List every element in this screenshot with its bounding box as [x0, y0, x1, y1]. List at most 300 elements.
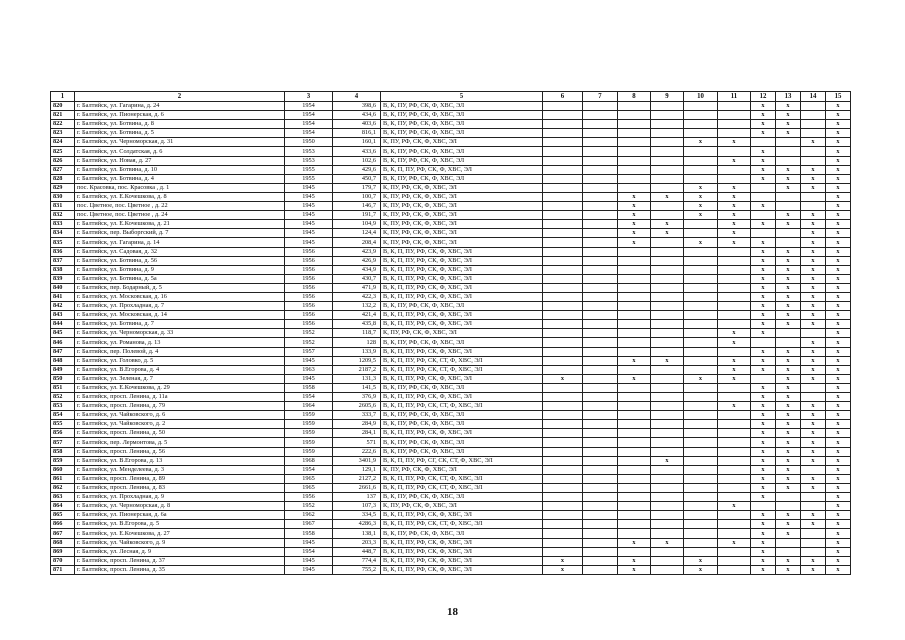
mark-cell-11: x [718, 156, 751, 165]
year-cell: 1945 [285, 238, 333, 247]
row-number: 838 [51, 265, 75, 274]
mark-cell-13: x [776, 292, 801, 301]
mark-cell-8 [618, 393, 651, 402]
year-cell: 1956 [285, 247, 333, 256]
address-cell: г. Балтийск, ул. Лесная, д. 9 [75, 547, 285, 556]
mark-cell-9: x [651, 192, 684, 201]
mark-cell-6 [543, 465, 583, 474]
table-row [51, 338, 851, 347]
mark-cell-8: x [618, 202, 651, 211]
area-cell: 433,6 [333, 147, 381, 156]
row-number: 820 [51, 102, 75, 111]
elements-cell: В, К, П, ПУ, РФ, СК, Ф, ХВС, ЭЛ [381, 347, 543, 356]
mark-cell-10 [684, 347, 718, 356]
mark-cell-11: x [718, 192, 751, 201]
year-cell: 1952 [285, 502, 333, 511]
mark-cell-14 [801, 465, 826, 474]
mark-cell-14: x [801, 429, 826, 438]
mark-cell-9: x [651, 456, 684, 465]
address-cell: г. Балтийск, просп. Ленина, д. 11а [75, 393, 285, 402]
mark-cell-15: x [826, 320, 851, 329]
elements-cell: К, ПУ, РФ, СК, Ф, ХВС, ЭЛ [381, 329, 543, 338]
table-row [51, 447, 851, 456]
mark-cell-15: x [826, 302, 851, 311]
mark-cell-7 [583, 338, 618, 347]
year-cell: 1945 [285, 183, 333, 192]
address-cell: г. Балтийск, ул. Прохладная, д. 7 [75, 302, 285, 311]
address-cell: г. Балтийск, ул. Гагарина, д. 14 [75, 238, 285, 247]
mark-cell-8 [618, 329, 651, 338]
address-cell: г. Балтийск, ул. Московская, д. 14 [75, 311, 285, 320]
address-cell: г. Балтийск, ул. Ботвина, д. 10 [75, 165, 285, 174]
mark-cell-10 [684, 402, 718, 411]
mark-cell-8: x [618, 356, 651, 365]
area-cell: 333,7 [333, 411, 381, 420]
mark-cell-12: x [751, 456, 776, 465]
mark-cell-11 [718, 529, 751, 538]
row-number: 845 [51, 329, 75, 338]
mark-cell-9 [651, 211, 684, 220]
mark-cell-15: x [826, 292, 851, 301]
mark-cell-8 [618, 165, 651, 174]
mark-cell-10 [684, 311, 718, 320]
year-cell: 1958 [285, 529, 333, 538]
column-header-7: 7 [583, 92, 618, 102]
mark-cell-15: x [826, 429, 851, 438]
mark-cell-8 [618, 347, 651, 356]
year-cell: 1945 [285, 556, 333, 565]
mark-cell-11: x [718, 238, 751, 247]
mark-cell-14 [801, 129, 826, 138]
year-cell: 1959 [285, 429, 333, 438]
mark-cell-15: x [826, 192, 851, 201]
mark-cell-6 [543, 338, 583, 347]
mark-cell-13: x [776, 320, 801, 329]
mark-cell-7 [583, 302, 618, 311]
area-cell: 423,9 [333, 247, 381, 256]
mark-cell-15: x [826, 329, 851, 338]
mark-cell-9 [651, 247, 684, 256]
mark-cell-13: x [776, 529, 801, 538]
mark-cell-7 [583, 447, 618, 456]
mark-cell-13: x [776, 256, 801, 265]
mark-cell-11 [718, 565, 751, 574]
mark-cell-9: x [651, 229, 684, 238]
mark-cell-6 [543, 347, 583, 356]
address-cell: г. Балтийск, ул. Чайковского, д. 6 [75, 411, 285, 420]
mark-cell-14: x [801, 447, 826, 456]
area-cell: 434,6 [333, 111, 381, 120]
mark-cell-13 [776, 192, 801, 201]
area-cell: 471,9 [333, 283, 381, 292]
mark-cell-7 [583, 247, 618, 256]
year-cell: 1953 [285, 147, 333, 156]
mark-cell-6 [543, 383, 583, 392]
address-cell: г. Балтийск, ул. Ботвина, д. 9 [75, 265, 285, 274]
mark-cell-11: x [718, 183, 751, 192]
year-cell: 1954 [285, 111, 333, 120]
year-cell: 1965 [285, 483, 333, 492]
row-number: 857 [51, 438, 75, 447]
mark-cell-13: x [776, 265, 801, 274]
elements-cell: В, К, П, ПУ, РФ, СК, Ф, ХВС, ЭЛ [381, 320, 543, 329]
mark-cell-7 [583, 311, 618, 320]
year-cell: 1954 [285, 102, 333, 111]
mark-cell-14: x [801, 138, 826, 147]
mark-cell-8: x [618, 211, 651, 220]
mark-cell-12: x [751, 292, 776, 301]
mark-cell-6: x [543, 565, 583, 574]
mark-cell-12: x [751, 265, 776, 274]
year-cell: 1954 [285, 547, 333, 556]
housing-table [50, 91, 851, 575]
mark-cell-9 [651, 565, 684, 574]
mark-cell-7 [583, 192, 618, 201]
mark-cell-11 [718, 247, 751, 256]
table-row [51, 493, 851, 502]
mark-cell-7 [583, 547, 618, 556]
mark-cell-8 [618, 456, 651, 465]
mark-cell-6 [543, 402, 583, 411]
mark-cell-8 [618, 302, 651, 311]
mark-cell-7 [583, 202, 618, 211]
mark-cell-11 [718, 547, 751, 556]
mark-cell-12: x [751, 538, 776, 547]
mark-cell-11 [718, 429, 751, 438]
mark-cell-8 [618, 429, 651, 438]
area-cell: 137 [333, 493, 381, 502]
mark-cell-14: x [801, 265, 826, 274]
mark-cell-15: x [826, 529, 851, 538]
row-number: 833 [51, 220, 75, 229]
mark-cell-13: x [776, 447, 801, 456]
mark-cell-14: x [801, 565, 826, 574]
mark-cell-14 [801, 493, 826, 502]
mark-cell-10 [684, 147, 718, 156]
area-cell: 128 [333, 338, 381, 347]
mark-cell-14: x [801, 174, 826, 183]
mark-cell-13: x [776, 356, 801, 365]
mark-cell-12: x [751, 520, 776, 529]
table-row [51, 256, 851, 265]
mark-cell-14: x [801, 247, 826, 256]
year-cell: 1945 [285, 192, 333, 201]
year-cell: 1945 [285, 374, 333, 383]
year-cell: 1963 [285, 365, 333, 374]
mark-cell-8: x [618, 538, 651, 547]
mark-cell-6 [543, 283, 583, 292]
mark-cell-7 [583, 165, 618, 174]
mark-cell-14: x [801, 220, 826, 229]
mark-cell-10 [684, 529, 718, 538]
mark-cell-11: x [718, 211, 751, 220]
area-cell: 334,5 [333, 511, 381, 520]
address-cell: г. Балтийск, ул. Новая, д. 27 [75, 156, 285, 165]
mark-cell-12: x [751, 238, 776, 247]
mark-cell-13 [776, 538, 801, 547]
mark-cell-12: x [751, 283, 776, 292]
address-cell: г. Балтийск, ул. Романова, д. 13 [75, 338, 285, 347]
table-row [51, 529, 851, 538]
mark-cell-9 [651, 129, 684, 138]
mark-cell-9 [651, 274, 684, 283]
mark-cell-9 [651, 447, 684, 456]
elements-cell: К, ПУ, РФ, СК, Ф, ХВС, ЭЛ [381, 138, 543, 147]
mark-cell-6 [543, 274, 583, 283]
mark-cell-15: x [826, 374, 851, 383]
mark-cell-8: x [618, 374, 651, 383]
mark-cell-7 [583, 183, 618, 192]
table-row [51, 402, 851, 411]
mark-cell-8: x [618, 229, 651, 238]
mark-cell-11 [718, 147, 751, 156]
address-cell: г. Балтийск, просп. Ленина, д. 83 [75, 483, 285, 492]
mark-cell-6 [543, 138, 583, 147]
mark-cell-8 [618, 529, 651, 538]
table-row [51, 411, 851, 420]
elements-cell: К, ПУ, РФ, СК, Ф, ХВС, ЭЛ [381, 238, 543, 247]
mark-cell-13: x [776, 402, 801, 411]
table-row [51, 356, 851, 365]
area-cell: 284,1 [333, 429, 381, 438]
mark-cell-15: x [826, 147, 851, 156]
mark-cell-13: x [776, 393, 801, 402]
row-number: 860 [51, 465, 75, 474]
mark-cell-7 [583, 120, 618, 129]
table-row [51, 347, 851, 356]
mark-cell-10 [684, 511, 718, 520]
elements-cell: В, К, П, ПУ, РФ, СК, Ф, ХВС, ЭЛ [381, 393, 543, 402]
address-cell: г. Балтийск, ул. Ботвина, д. 5 [75, 129, 285, 138]
mark-cell-12: x [751, 102, 776, 111]
mark-cell-12: x [751, 165, 776, 174]
mark-cell-14: x [801, 256, 826, 265]
mark-cell-9 [651, 120, 684, 129]
mark-cell-15: x [826, 102, 851, 111]
mark-cell-8: x [618, 192, 651, 201]
address-cell: г. Балтийск, ул. Черноморская, д. 31 [75, 138, 285, 147]
elements-cell: В, К, П, ПУ, РФ, СК, Ф, ХВС, ЭЛ [381, 538, 543, 547]
mark-cell-15: x [826, 347, 851, 356]
table-row [51, 565, 851, 574]
row-number: 835 [51, 238, 75, 247]
elements-cell: В, К, П, ПУ, РФ, СК, Ф, ХВС, ЭЛ [381, 311, 543, 320]
address-cell: г. Балтийск, просп. Ленина, д. 37 [75, 556, 285, 565]
table-row [51, 156, 851, 165]
mark-cell-8 [618, 265, 651, 274]
elements-cell: В, К, ПУ, РФ, СК, Ф, ХВС, ЭЛ [381, 338, 543, 347]
table-row [51, 320, 851, 329]
mark-cell-6 [543, 474, 583, 483]
mark-cell-13: x [776, 174, 801, 183]
table-row [51, 265, 851, 274]
mark-cell-6 [543, 183, 583, 192]
year-cell: 1945 [285, 356, 333, 365]
elements-cell: В, К, ПУ, РФ, СК, Ф, ХВС, ЭЛ [381, 174, 543, 183]
mark-cell-10: x [684, 138, 718, 147]
mark-cell-7 [583, 383, 618, 392]
row-number: 824 [51, 138, 75, 147]
mark-cell-7 [583, 283, 618, 292]
area-cell: 398,6 [333, 102, 381, 111]
mark-cell-15: x [826, 538, 851, 547]
mark-cell-14: x [801, 402, 826, 411]
mark-cell-12: x [751, 329, 776, 338]
elements-cell: В, К, ПУ, РФ, СК, Ф, ХВС, ЭЛ [381, 147, 543, 156]
row-number: 821 [51, 111, 75, 120]
mark-cell-10: x [684, 202, 718, 211]
mark-cell-14: x [801, 556, 826, 565]
mark-cell-12: x [751, 356, 776, 365]
column-header-4: 4 [333, 92, 381, 102]
table-row [51, 420, 851, 429]
table-row [51, 393, 851, 402]
mark-cell-7 [583, 502, 618, 511]
mark-cell-12: x [751, 111, 776, 120]
mark-cell-8 [618, 502, 651, 511]
row-number: 830 [51, 192, 75, 201]
row-number: 849 [51, 365, 75, 374]
mark-cell-14: x [801, 338, 826, 347]
mark-cell-14: x [801, 356, 826, 365]
row-number: 853 [51, 402, 75, 411]
mark-cell-8 [618, 283, 651, 292]
mark-cell-7 [583, 356, 618, 365]
mark-cell-15: x [826, 547, 851, 556]
mark-cell-9: x [651, 220, 684, 229]
elements-cell: В, К, ПУ, РФ, СК, Ф, ХВС, ЭЛ [381, 529, 543, 538]
mark-cell-14: x [801, 229, 826, 238]
row-number: 842 [51, 302, 75, 311]
mark-cell-6 [543, 356, 583, 365]
mark-cell-11: x [718, 202, 751, 211]
area-cell: 434,9 [333, 265, 381, 274]
mark-cell-10 [684, 429, 718, 438]
mark-cell-13 [776, 547, 801, 556]
year-cell: 1956 [285, 311, 333, 320]
mark-cell-13: x [776, 165, 801, 174]
mark-cell-10 [684, 411, 718, 420]
mark-cell-13: x [776, 247, 801, 256]
elements-cell: В, К, П, ПУ, РФ, СК, Ф, ХВС, ЭЛ [381, 256, 543, 265]
mark-cell-6 [543, 247, 583, 256]
mark-cell-14: x [801, 365, 826, 374]
mark-cell-10: x [684, 211, 718, 220]
area-cell: 422,3 [333, 292, 381, 301]
area-cell: 429,6 [333, 165, 381, 174]
mark-cell-11 [718, 438, 751, 447]
mark-cell-11 [718, 347, 751, 356]
mark-cell-11 [718, 292, 751, 301]
mark-cell-10 [684, 283, 718, 292]
mark-cell-6 [543, 538, 583, 547]
row-number: 844 [51, 320, 75, 329]
mark-cell-9 [651, 556, 684, 565]
mark-cell-15: x [826, 411, 851, 420]
area-cell: 426,9 [333, 256, 381, 265]
mark-cell-15: x [826, 338, 851, 347]
area-cell: 284,9 [333, 420, 381, 429]
table-row [51, 374, 851, 383]
year-cell: 1962 [285, 511, 333, 520]
mark-cell-8 [618, 411, 651, 420]
year-cell: 1956 [285, 274, 333, 283]
table-row [51, 292, 851, 301]
year-cell: 1959 [285, 411, 333, 420]
mark-cell-9 [651, 511, 684, 520]
column-header-11: 11 [718, 92, 751, 102]
elements-cell: В, К, П, ПУ, РФ, СК, Ф, ХВС, ЭЛ [381, 165, 543, 174]
mark-cell-14: x [801, 183, 826, 192]
area-cell: 133,9 [333, 347, 381, 356]
column-header-8: 8 [618, 92, 651, 102]
mark-cell-9 [651, 438, 684, 447]
elements-cell: К, ПУ, РФ, СК, Ф, ХВС, ЭЛ [381, 502, 543, 511]
mark-cell-9 [651, 102, 684, 111]
mark-cell-10 [684, 474, 718, 483]
mark-cell-10 [684, 393, 718, 402]
row-number: 829 [51, 183, 75, 192]
mark-cell-13 [776, 229, 801, 238]
mark-cell-10 [684, 356, 718, 365]
mark-cell-15: x [826, 420, 851, 429]
table-row [51, 183, 851, 192]
year-cell: 1945 [285, 211, 333, 220]
row-number: 840 [51, 283, 75, 292]
table-row [51, 456, 851, 465]
page-number: 18 [447, 606, 458, 618]
mark-cell-10 [684, 420, 718, 429]
elements-cell: В, К, П, ПУ, РФ, СК, СТ, Ф, ХВС, ЭЛ [381, 483, 543, 492]
elements-cell: К, ПУ, РФ, СК, Ф, ХВС, ЭЛ [381, 211, 543, 220]
address-cell: г. Балтийск, ул. Солдатская, д. 6 [75, 147, 285, 156]
mark-cell-7 [583, 474, 618, 483]
mark-cell-11 [718, 447, 751, 456]
mark-cell-15: x [826, 556, 851, 565]
mark-cell-7 [583, 483, 618, 492]
area-cell: 208,4 [333, 238, 381, 247]
mark-cell-15: x [826, 229, 851, 238]
table-row [51, 438, 851, 447]
area-cell: 448,7 [333, 547, 381, 556]
mark-cell-6 [543, 520, 583, 529]
table-row [51, 247, 851, 256]
elements-cell: К, ПУ, РФ, СК, Ф, ХВС, ЭЛ [381, 229, 543, 238]
address-cell: г. Балтийск, ул. Гагарина, д. 24 [75, 102, 285, 111]
area-cell: 3401,9 [333, 456, 381, 465]
table-row [51, 220, 851, 229]
area-cell: 104,9 [333, 220, 381, 229]
mark-cell-13: x [776, 511, 801, 520]
area-cell: 118,7 [333, 329, 381, 338]
year-cell: 1957 [285, 347, 333, 356]
mark-cell-13 [776, 502, 801, 511]
mark-cell-13: x [776, 465, 801, 474]
mark-cell-15: x [826, 511, 851, 520]
row-number: 850 [51, 374, 75, 383]
mark-cell-11 [718, 302, 751, 311]
mark-cell-10 [684, 320, 718, 329]
column-header-12: 12 [751, 92, 776, 102]
mark-cell-9 [651, 411, 684, 420]
mark-cell-9 [651, 374, 684, 383]
mark-cell-7 [583, 156, 618, 165]
area-cell: 131,3 [333, 374, 381, 383]
mark-cell-7 [583, 265, 618, 274]
mark-cell-7 [583, 456, 618, 465]
table-row [51, 429, 851, 438]
mark-cell-6 [543, 493, 583, 502]
